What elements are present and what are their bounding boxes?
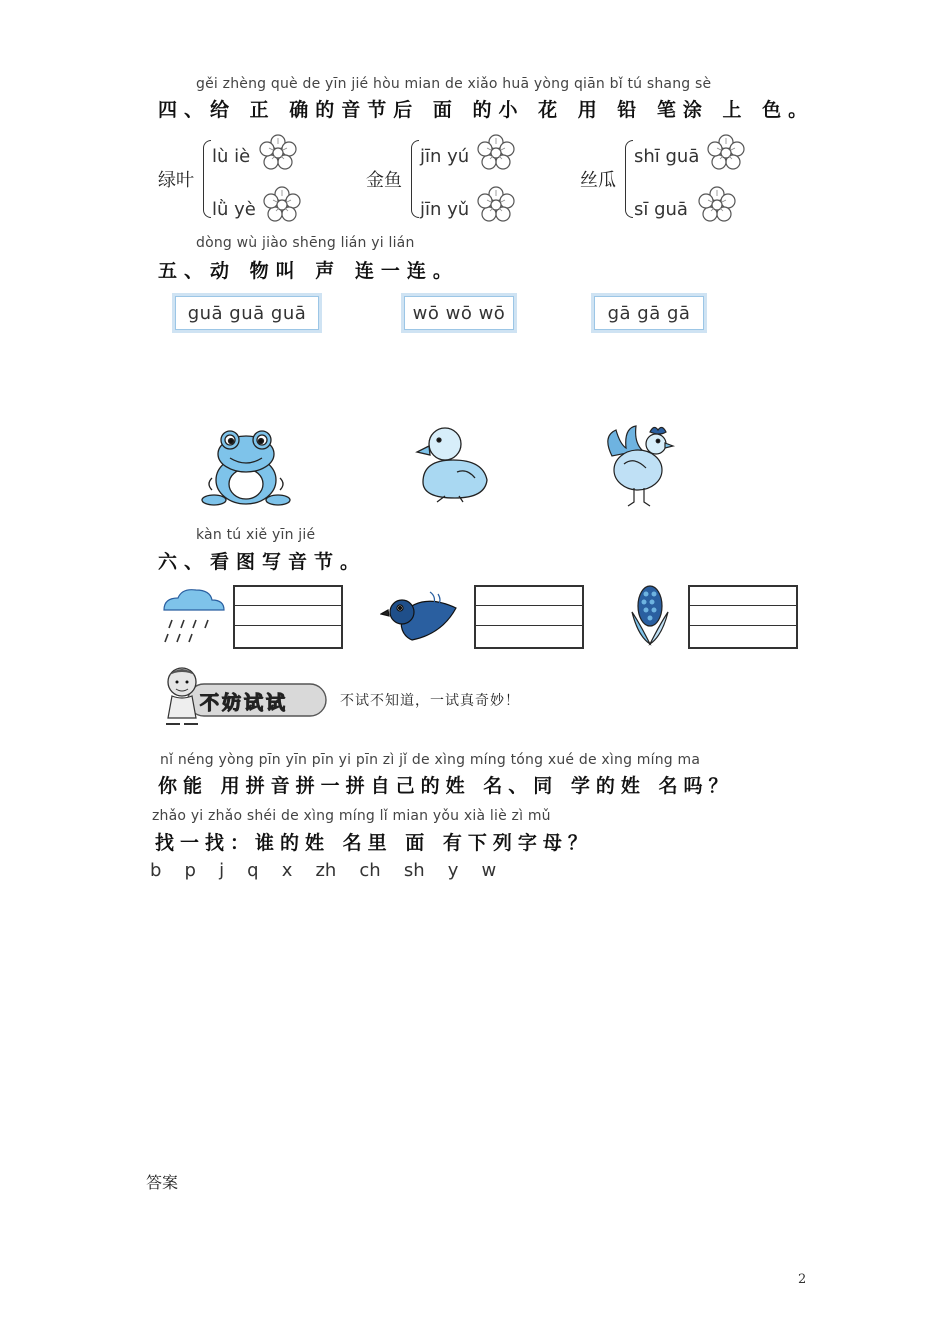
section6-pinyin: kàn tú xiě yīn jié [196,527,316,543]
section6-title: 六、看图写音节。 [158,551,367,573]
letter: x [281,860,293,881]
word-lvye: 绿叶 [158,170,194,191]
section4-pinyin: gěi zhèng què de yīn jié hòu mian de xiǎo huā yòng qiān bǐ tú shang sè [196,76,712,92]
question1-pinyin: nǐ néng yòng pīn yīn pīn yi pīn zì jǐ de xìng míng tóng xué de xìng míng ma [160,752,701,768]
flower-icon[interactable] [697,186,737,222]
flower-icon[interactable] [262,186,302,222]
option-2b: jīn yǔ [420,199,470,220]
sound-box-wo[interactable]: wō wō wō [401,293,517,333]
writing-box-1[interactable] [233,585,343,649]
section5-pinyin: dòng wù jiào shēng lián yi lián [196,235,415,251]
flower-icon[interactable] [706,134,746,170]
flower-icon[interactable] [476,134,516,170]
flower-icon[interactable] [476,186,516,222]
letter: b [150,860,162,881]
duck-image[interactable] [405,420,491,506]
letter: j [219,860,225,881]
option-1a: lù iè [212,146,251,167]
try-it-label: 不妨试试 [200,692,289,714]
letter: q [247,860,259,881]
answer-label: 答案 [146,1173,179,1192]
letter-list [150,860,514,881]
brace [411,140,419,218]
try-it-slogan: 不试不知道，一试真奇妙！ [340,693,520,709]
sound-box-gua[interactable]: guā guā guā [172,293,322,333]
letter: p [184,860,196,881]
option-1b: lǜ yè [212,199,256,220]
question2-pinyin: zhǎo yi zhǎo shéi de xìng míng lǐ mian yǒu xià liè zì mǔ [152,808,551,824]
corn-image [622,582,678,648]
crow-image [380,588,466,648]
rooster-image[interactable] [598,418,678,510]
section4-title: 四、给 正 确的音节后 面 的小 花 用 铅 笔涂 上 色。 [158,99,815,121]
rain-cloud-image [158,588,226,646]
letter: zh [315,860,337,881]
question2: 找一找：谁的姓 名里 面 有下列字母？ [155,832,593,854]
option-3a: shī guā [634,146,700,167]
question1: 你能 用拼音拼一拼自己的姓 名、同 学的姓 名吗？ [158,775,734,797]
letter: y [447,860,459,881]
word-sigua: 丝瓜 [580,170,616,191]
section5-title: 五、动 物叫 声 连一连。 [158,260,459,282]
page-number: 2 [798,1272,807,1287]
letter: ch [359,860,381,881]
brace [625,140,633,218]
sound-box-ga[interactable]: gā gā gā [591,293,707,333]
option-2a: jīn yú [420,146,470,167]
frog-image[interactable] [200,420,292,512]
letter: sh [403,860,425,881]
flower-icon[interactable] [258,134,298,170]
writing-box-3[interactable] [688,585,798,649]
letter: w [481,860,497,881]
word-jinyu: 金鱼 [366,170,402,191]
option-3b: sī guā [634,199,688,220]
writing-box-2[interactable] [474,585,584,649]
brace [203,140,211,218]
